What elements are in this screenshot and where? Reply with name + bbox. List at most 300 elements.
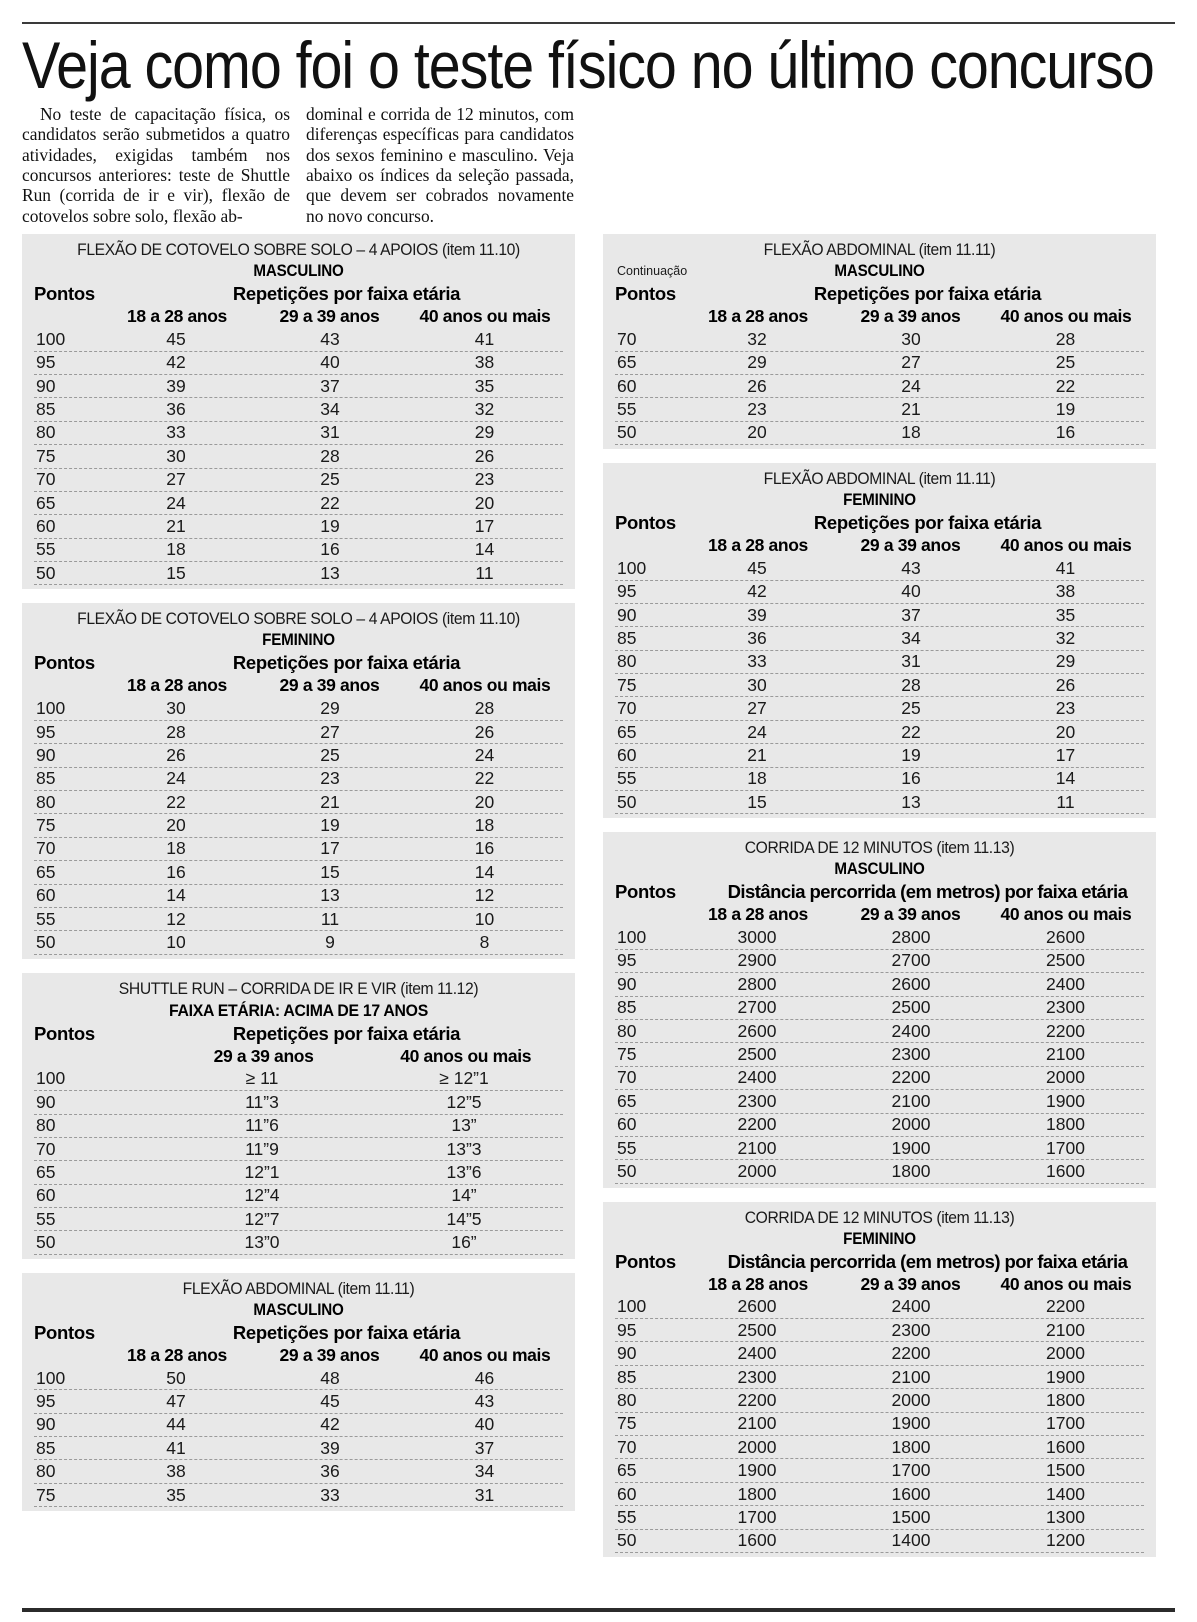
cell-pontos: 65 [36, 1162, 56, 1182]
cell-value: 1500 [1046, 1460, 1085, 1481]
table-row [615, 1389, 1144, 1412]
table-row [34, 744, 563, 767]
cell-value: 14 [1055, 768, 1076, 789]
column-header-age-2: 29 a 39 anos [860, 904, 961, 925]
cell-value: 22 [1055, 375, 1076, 396]
cell-value: 28 [320, 445, 340, 466]
table-age-header-row [34, 306, 563, 327]
cell-value: 27 [166, 469, 186, 490]
cell-value: 1800 [891, 1161, 931, 1181]
table-row [615, 1413, 1144, 1436]
cell-value: 2800 [891, 927, 931, 948]
cell-value: 38 [474, 352, 495, 373]
cell-value: 17 [320, 838, 340, 859]
cell-value: 15 [320, 861, 340, 882]
cell-value: 1900 [737, 1460, 777, 1481]
table-caption: CORRIDA DE 12 MINUTOS (item 11.13) [744, 1208, 1015, 1227]
cell-value: 42 [166, 352, 186, 373]
cell-value: 18 [901, 422, 921, 443]
table-header-row [34, 1322, 563, 1344]
cell-pontos: 80 [617, 1389, 637, 1410]
table-row [34, 931, 563, 954]
cell-value: 16 [320, 539, 340, 560]
cell-value: 18 [166, 539, 186, 560]
cell-value: 48 [320, 1367, 340, 1388]
table-row [34, 885, 563, 908]
cell-pontos: 95 [36, 1390, 56, 1411]
age-header-spacer [615, 1274, 683, 1295]
table-row [34, 515, 563, 538]
cell-value: 15 [166, 562, 186, 583]
cell-value: 2200 [737, 1389, 777, 1410]
table-row [34, 1091, 563, 1114]
cell-value: 30 [166, 698, 186, 719]
cell-value: 35 [474, 375, 495, 396]
column-header-pontos: Pontos [615, 512, 676, 534]
cell-pontos: 70 [36, 469, 56, 490]
column-header-age-1: 18 a 28 anos [708, 306, 808, 327]
cell-value: 19 [901, 744, 921, 765]
table-body [615, 328, 1144, 445]
cell-value: 28 [1055, 328, 1076, 349]
cell-value: 18 [474, 815, 495, 836]
column-header-metric: Repetições por faixa etária [232, 1321, 461, 1343]
cell-value: 23 [474, 469, 495, 490]
cell-value: 11 [1056, 791, 1075, 812]
table-row [34, 1231, 563, 1254]
cell-value: 40 [901, 581, 921, 602]
content-columns [22, 234, 1175, 1571]
table-row [615, 1160, 1144, 1183]
column-header-pontos: Pontos [34, 652, 95, 674]
cell-value: 11”6 [245, 1115, 279, 1136]
table-age-band: FAIXA ETÁRIA: ACIMA DE 17 ANOS [169, 1000, 428, 1020]
table-row [615, 328, 1144, 351]
table-row [615, 674, 1144, 697]
table-row [615, 1114, 1144, 1137]
column-header-pontos: Pontos [34, 283, 95, 305]
cell-value: 30 [747, 674, 767, 695]
cell-value: 1900 [1046, 1366, 1085, 1387]
cell-value: 29 [474, 422, 495, 443]
cell-value: 19 [1055, 399, 1076, 420]
column-header-age-2: 29 a 39 anos [279, 1344, 380, 1365]
cell-pontos: 90 [36, 744, 56, 765]
cell-pontos: 100 [36, 328, 66, 349]
table-row [615, 721, 1144, 744]
table-row [615, 791, 1144, 814]
cell-value: 25 [320, 469, 340, 490]
cell-value: 11 [320, 908, 340, 929]
cell-value: 2600 [737, 1296, 777, 1317]
cell-value: 1800 [1046, 1114, 1085, 1135]
header-rule [22, 22, 1175, 24]
table-gender: FEMININO [843, 491, 916, 510]
cell-value: 41 [474, 328, 495, 349]
cell-pontos: 65 [36, 492, 56, 513]
cell-value: 12”5 [446, 1091, 482, 1112]
cell-value: 2100 [891, 1366, 931, 1387]
table-row [34, 838, 563, 861]
table-age-header-row [615, 1274, 1144, 1295]
table-age-header-row [615, 306, 1144, 327]
cell-value: 2400 [1046, 973, 1085, 994]
cell-value: 12”1 [244, 1162, 280, 1182]
table-row [615, 1296, 1144, 1319]
column-header-age-1: 18 a 28 anos [127, 306, 227, 327]
cell-value: 24 [166, 492, 186, 513]
cell-value: 2200 [891, 1343, 931, 1364]
cell-value: 2100 [737, 1413, 777, 1434]
cell-pontos: 65 [617, 1090, 637, 1111]
cell-value: 1700 [1046, 1137, 1085, 1158]
table-row [34, 445, 563, 468]
cell-pontos: 55 [36, 1208, 56, 1229]
table-row [615, 1530, 1144, 1553]
cell-pontos: 90 [36, 375, 56, 396]
cell-pontos: 80 [617, 1020, 637, 1041]
cell-value: 33 [320, 1484, 340, 1505]
cell-value: 13”3 [446, 1138, 482, 1159]
cell-value: 36 [747, 627, 767, 648]
table-row [615, 398, 1144, 421]
cell-value: 16 [166, 861, 186, 882]
table-row [615, 926, 1144, 949]
table-row [34, 1367, 563, 1390]
cell-value: 2000 [737, 1161, 777, 1181]
cell-value: 1600 [891, 1483, 931, 1504]
cell-value: 1800 [737, 1483, 777, 1504]
column-header-pontos: Pontos [34, 1321, 95, 1343]
cell-pontos: 55 [617, 1506, 637, 1527]
column-header-age-3: 40 anos ou mais [1000, 306, 1132, 327]
cell-pontos: 100 [617, 557, 647, 578]
cell-value: 2400 [891, 1020, 931, 1041]
intro-text [22, 104, 575, 226]
table-age-header-row [34, 1345, 563, 1366]
cell-value: 38 [166, 1461, 186, 1482]
table-row [34, 1390, 563, 1413]
cell-value: 18 [166, 838, 186, 859]
cell-pontos: 90 [36, 1091, 56, 1112]
cell-value: ≥ 11 [245, 1068, 279, 1089]
left-column [22, 234, 575, 1525]
table-row [34, 814, 563, 837]
cell-pontos: 95 [617, 950, 637, 971]
cell-pontos: 85 [36, 399, 56, 420]
table-row [34, 492, 563, 515]
cell-value: 39 [166, 375, 186, 396]
cell-value: 8 [479, 932, 490, 953]
cell-value: 25 [1055, 352, 1076, 373]
cell-pontos: 85 [617, 1366, 637, 1387]
table-header-row [34, 652, 563, 674]
cell-value: 27 [747, 698, 767, 719]
cell-value: 12”4 [244, 1185, 280, 1206]
cell-value: 14 [474, 539, 495, 560]
table-row [34, 721, 563, 744]
cell-value: 2200 [737, 1114, 777, 1135]
cell-value: ≥ 12”1 [439, 1068, 489, 1089]
column-header-age-1: 29 a 39 anos [213, 1045, 314, 1066]
cell-pontos: 50 [617, 791, 637, 812]
age-header-spacer [615, 535, 683, 556]
cell-value: 2300 [737, 1090, 777, 1111]
cell-value: 35 [1055, 604, 1076, 625]
column-header-age-1: 18 a 28 anos [127, 675, 227, 696]
cell-value: 11 [475, 562, 494, 583]
table-abdominal-feminino [603, 463, 1156, 818]
cell-value: 2000 [737, 1436, 777, 1457]
cell-value: 23 [320, 768, 340, 789]
cell-value: 45 [320, 1390, 340, 1411]
cell-value: 11”9 [245, 1138, 279, 1159]
cell-value: 2300 [1046, 997, 1085, 1018]
cell-value: 2300 [891, 1044, 931, 1065]
table-row [34, 539, 563, 562]
cell-value: 2400 [891, 1296, 931, 1317]
cell-value: 14”5 [446, 1208, 482, 1229]
cell-pontos: 75 [36, 1484, 56, 1505]
table-gender: MASCULINO [834, 860, 925, 879]
table-age-header-row [615, 904, 1144, 925]
cell-pontos: 55 [617, 768, 637, 789]
table-row [615, 651, 1144, 674]
cell-value: 44 [166, 1414, 186, 1435]
cell-value: 50 [166, 1367, 186, 1388]
table-caption: SHUTTLE RUN – CORRIDA DE IR E VIR (item 11.12) [118, 979, 479, 998]
cell-value: 45 [747, 557, 767, 578]
cell-pontos: 60 [617, 375, 637, 396]
cell-pontos: 75 [617, 1413, 637, 1434]
cell-value: 1600 [737, 1530, 777, 1551]
cell-value: 43 [474, 1390, 495, 1411]
cell-value: 1900 [891, 1137, 931, 1158]
table-row [34, 398, 563, 421]
cell-value: 13 [320, 562, 340, 583]
table-row [615, 604, 1144, 627]
cell-value: 16” [451, 1232, 477, 1253]
cell-value: 1700 [891, 1460, 931, 1481]
cell-pontos: 65 [617, 1460, 637, 1481]
table-row [615, 627, 1144, 650]
cell-value: 2200 [1046, 1296, 1085, 1317]
continuation-label: Continuação [617, 264, 688, 279]
cell-value: 1900 [1046, 1090, 1085, 1111]
cell-value: 2100 [1046, 1044, 1085, 1065]
cell-value: 2800 [737, 973, 777, 994]
cell-value: 14 [166, 885, 186, 906]
table-caption: FLEXÃO ABDOMINAL (item 11.11) [182, 1279, 415, 1298]
cell-value: 13”0 [244, 1232, 280, 1253]
column-header-pontos: Pontos [615, 881, 676, 903]
cell-value: 1700 [1046, 1413, 1085, 1434]
cell-value: 36 [166, 399, 186, 420]
table-row [34, 1161, 563, 1184]
table-row [615, 1020, 1144, 1043]
cell-value: 32 [474, 399, 495, 420]
cell-value: 2300 [891, 1319, 931, 1340]
cell-value: 2600 [737, 1020, 777, 1041]
cell-value: 2700 [737, 997, 777, 1018]
table-age-header-row [34, 1046, 563, 1067]
cell-value: 27 [901, 352, 921, 373]
cell-value: 10 [474, 908, 495, 929]
table-row [615, 581, 1144, 604]
cell-pontos: 60 [36, 885, 56, 906]
cell-value: 26 [474, 445, 495, 466]
cell-value: 29 [1055, 651, 1076, 672]
cell-value: 1700 [737, 1506, 777, 1527]
cell-value: 41 [166, 1437, 186, 1458]
cell-value: 30 [901, 328, 921, 349]
cell-pontos: 50 [36, 932, 56, 953]
table-gender: FEMININO [262, 631, 335, 650]
cell-value: 11”3 [245, 1091, 279, 1112]
table-row [615, 1090, 1144, 1113]
table-row [34, 697, 563, 720]
cell-value: 2400 [737, 1067, 777, 1088]
table-row [615, 1506, 1144, 1529]
cell-value: 2000 [891, 1389, 931, 1410]
table-row [34, 908, 563, 931]
table-row [615, 1366, 1144, 1389]
table-row [615, 1483, 1144, 1506]
cell-pontos: 80 [36, 791, 56, 812]
cell-value: 22 [901, 721, 921, 742]
cell-value: 26 [1055, 674, 1076, 695]
cell-pontos: 100 [36, 1068, 66, 1089]
column-header-age-1: 18 a 28 anos [127, 1344, 227, 1365]
cell-pontos: 50 [617, 422, 637, 443]
footer-rule [22, 1608, 1175, 1612]
cell-value: 26 [747, 375, 767, 396]
cell-value: 2100 [737, 1137, 777, 1158]
cell-value: 34 [901, 627, 921, 648]
cell-pontos: 70 [36, 1138, 56, 1159]
column-header-age-3: 40 anos ou mais [1000, 1273, 1132, 1294]
cell-value: 20 [474, 492, 495, 513]
cell-value: 1900 [891, 1413, 931, 1434]
cell-value: 13 [320, 885, 340, 906]
table-shuttle-run [22, 973, 575, 1259]
cell-value: 3000 [737, 927, 777, 948]
table-body [34, 1367, 563, 1507]
cell-value: 21 [166, 515, 186, 536]
cell-value: 24 [901, 375, 921, 396]
cell-pontos: 55 [617, 1137, 637, 1158]
cell-value: 28 [474, 698, 495, 719]
cell-value: 10 [166, 932, 186, 953]
table-body [615, 557, 1144, 814]
cell-value: 21 [320, 791, 340, 812]
cell-value: 17 [474, 515, 495, 536]
cell-value: 26 [474, 721, 495, 742]
age-header-spacer [34, 675, 102, 696]
age-header-spacer [615, 904, 683, 925]
table-age-header-row [34, 675, 563, 696]
cell-value: 30 [166, 445, 186, 466]
cell-value: 29 [320, 698, 340, 719]
table-row [34, 1068, 563, 1091]
cell-pontos: 55 [617, 399, 637, 420]
column-header-metric: Repetições por faixa etária [232, 283, 461, 305]
table-age-header-row [615, 535, 1144, 556]
table-row [615, 1319, 1144, 1342]
cell-value: 2100 [891, 1090, 931, 1111]
cell-value: 23 [747, 399, 767, 420]
table-caption: FLEXÃO ABDOMINAL (item 11.11) [763, 470, 996, 489]
cell-value: 1400 [1046, 1483, 1085, 1504]
cell-pontos: 75 [36, 445, 56, 466]
table-abdominal-masculino-1 [22, 1273, 575, 1511]
cell-value: 1300 [1046, 1506, 1085, 1527]
cell-pontos: 70 [36, 838, 56, 859]
cell-value: 21 [901, 399, 921, 420]
column-header-pontos: Pontos [34, 1022, 95, 1044]
cell-value: 2900 [737, 950, 777, 971]
cell-value: 33 [166, 422, 186, 443]
table-body [34, 328, 563, 585]
table-row [34, 1414, 563, 1437]
table-header-row [615, 881, 1144, 903]
cell-value: 14” [451, 1185, 477, 1206]
cell-value: 1800 [1046, 1389, 1085, 1410]
cell-value: 12”7 [244, 1208, 280, 1229]
cell-pontos: 50 [36, 1232, 56, 1253]
table-row [615, 1137, 1144, 1160]
table-row [615, 1067, 1144, 1090]
table-header-row [615, 1251, 1144, 1273]
cell-value: 24 [474, 744, 495, 765]
cell-value: 24 [747, 721, 767, 742]
cell-pontos: 55 [36, 908, 56, 929]
table-row [34, 1115, 563, 1138]
table-row [34, 768, 563, 791]
table-row [34, 1460, 563, 1483]
column-header-age-1: 18 a 28 anos [708, 904, 808, 925]
table-gender: MASCULINO [253, 262, 344, 281]
cell-value: 42 [320, 1414, 340, 1435]
cell-pontos: 65 [617, 721, 637, 742]
cell-value: 2600 [891, 973, 931, 994]
table-cotovelo-masculino [22, 234, 575, 589]
cell-value: 1200 [1046, 1530, 1085, 1551]
table-row [615, 557, 1144, 580]
cell-value: 28 [901, 674, 921, 695]
cell-value: 37 [320, 375, 340, 396]
age-header-spacer [34, 1046, 159, 1067]
table-cotovelo-feminino [22, 603, 575, 958]
cell-value: 17 [1055, 744, 1076, 765]
cell-value: 20 [1055, 721, 1076, 742]
cell-value: 37 [901, 604, 921, 625]
column-header-age-1: 18 a 28 anos [708, 1273, 808, 1294]
cell-pontos: 65 [617, 352, 637, 373]
column-header-age-1: 18 a 28 anos [708, 535, 808, 556]
column-header-metric: Repetições por faixa etária [813, 283, 1042, 305]
column-header-age-2: 29 a 39 anos [860, 306, 961, 327]
cell-pontos: 100 [36, 1367, 66, 1388]
cell-value: 25 [901, 698, 921, 719]
cell-value: 40 [474, 1414, 495, 1435]
cell-value: 45 [166, 328, 186, 349]
table-body [34, 1068, 563, 1255]
cell-pontos: 65 [36, 861, 56, 882]
age-header-spacer [34, 306, 102, 327]
cell-value: 19 [320, 815, 340, 836]
cell-value: 9 [325, 932, 335, 953]
